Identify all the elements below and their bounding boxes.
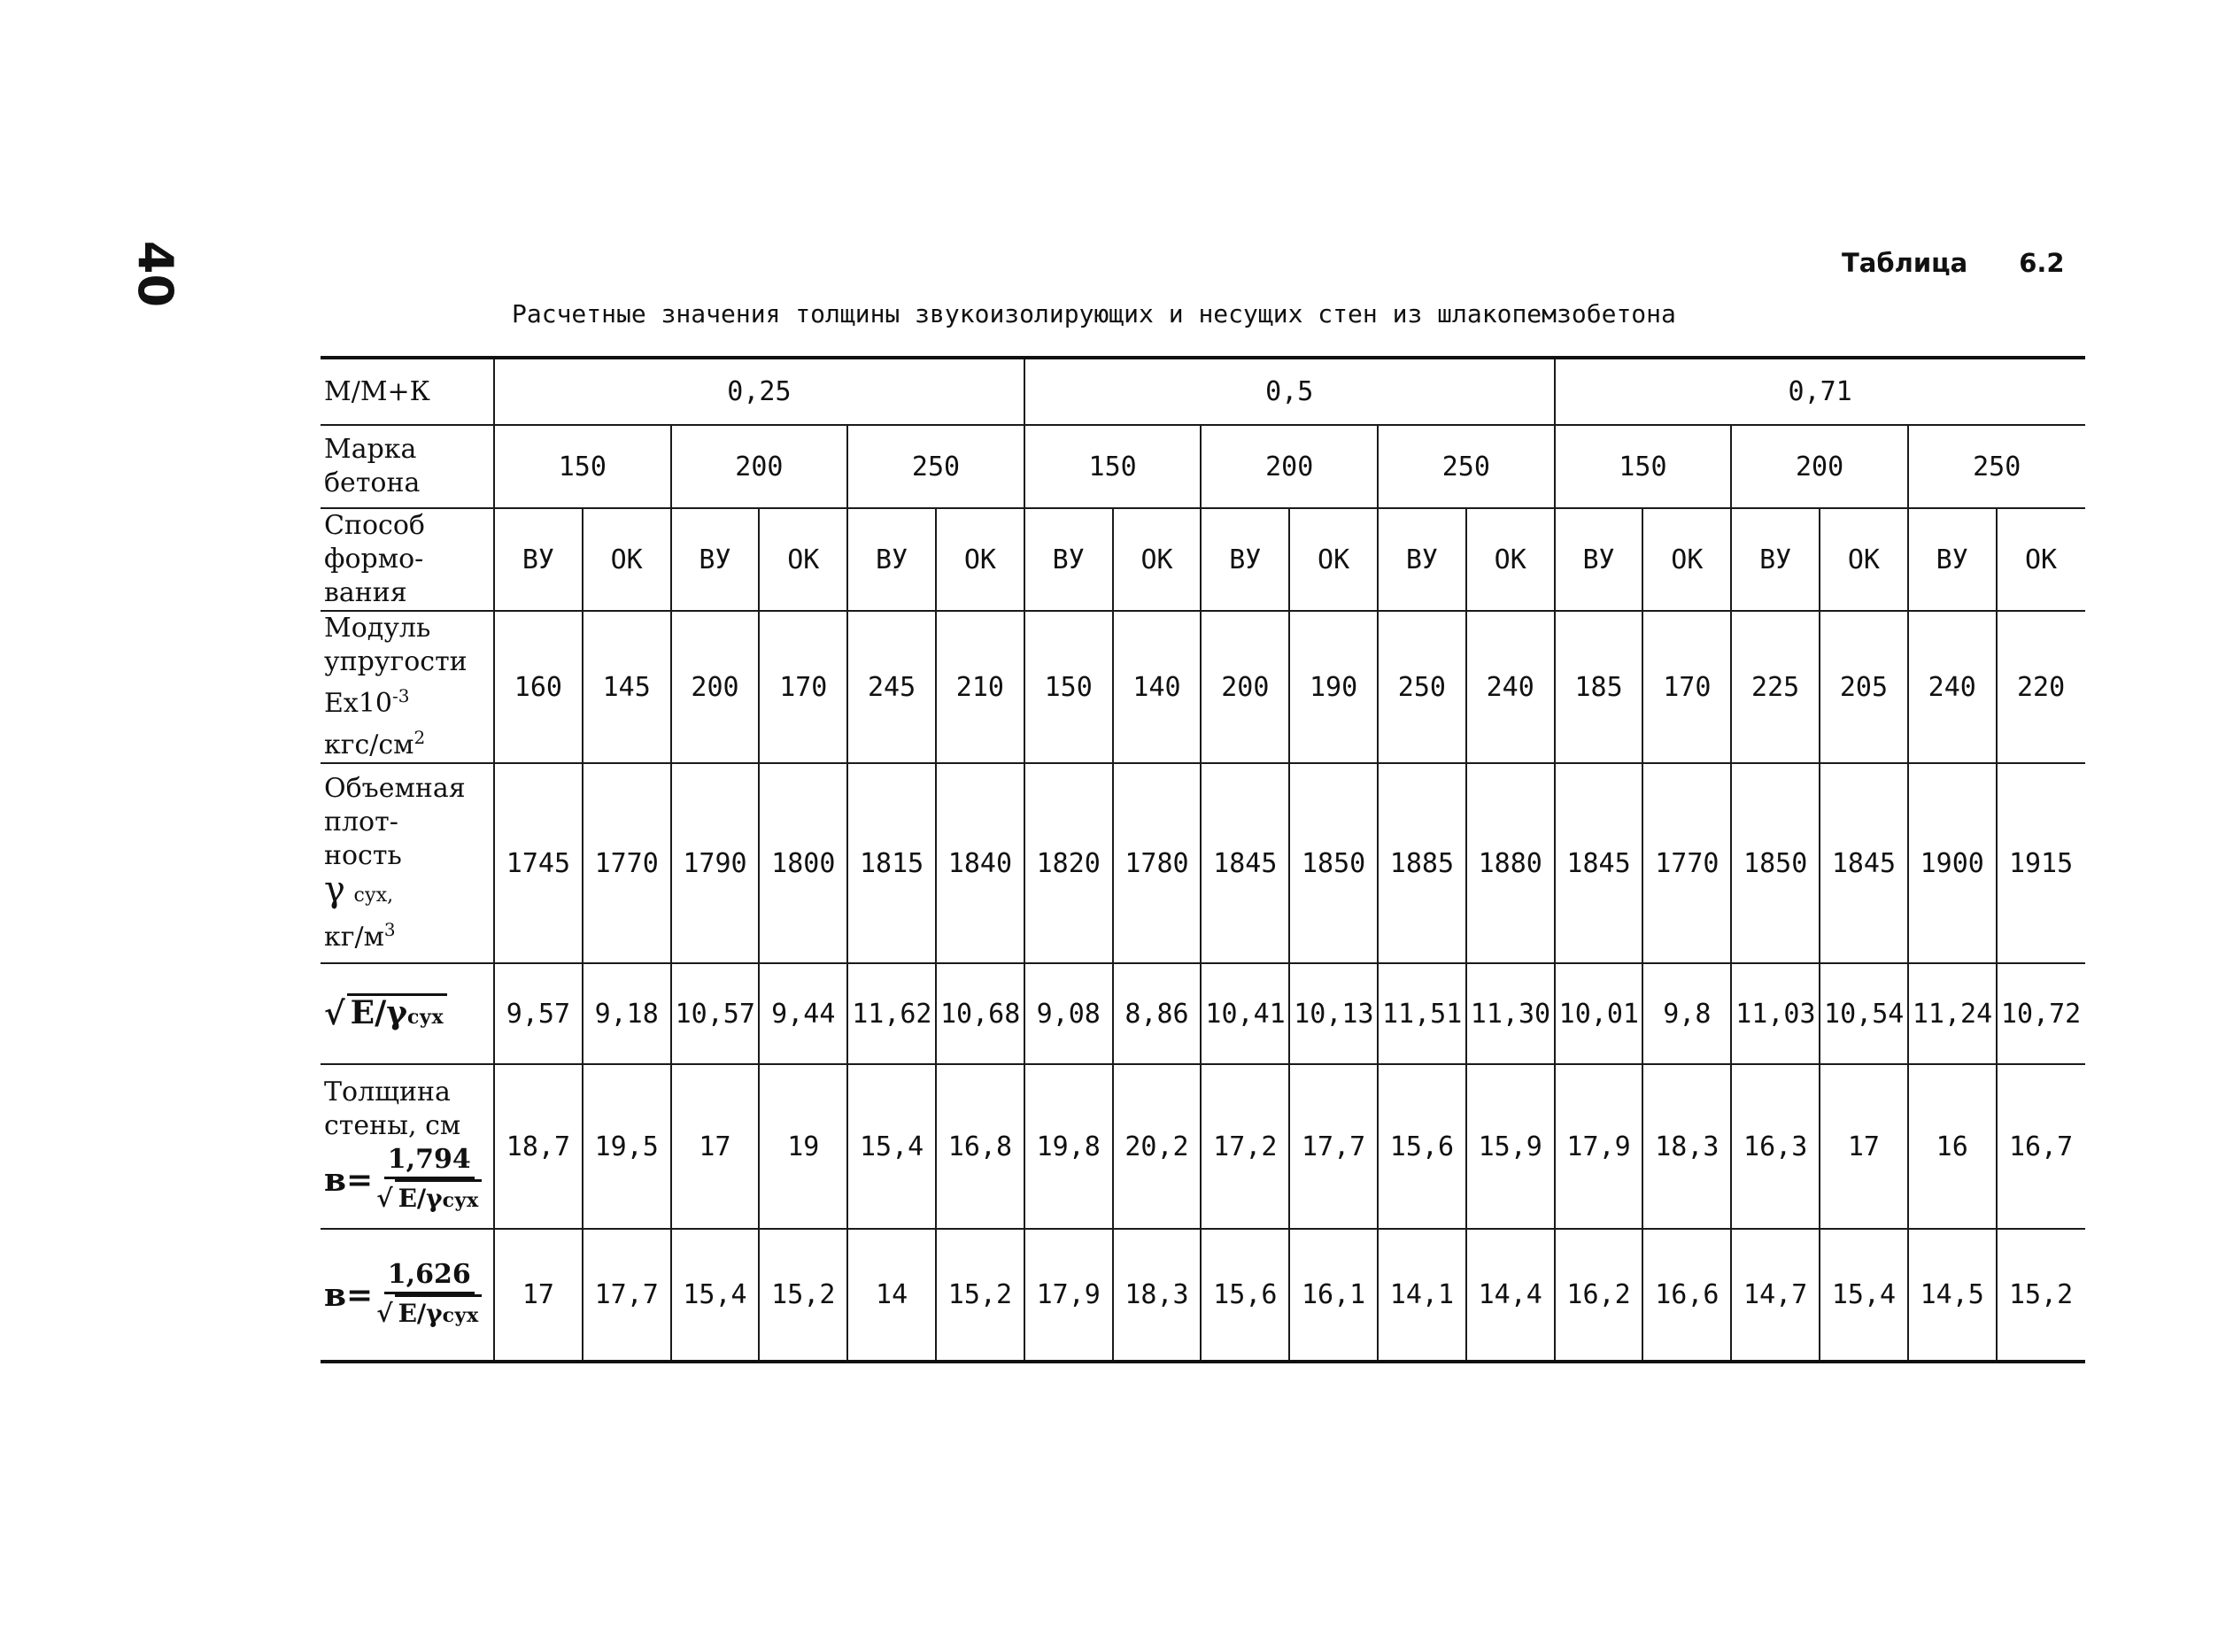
modulus-label-line: кгс/$см^2$	[324, 727, 426, 760]
method-cell: ОК	[1113, 508, 1202, 611]
density-cell: 1815	[847, 763, 936, 963]
modulus-cell: 170	[1642, 611, 1731, 763]
table-label	[1842, 248, 2065, 278]
thickness2-cell: 15,2	[1997, 1229, 2085, 1362]
sqrt-formula	[324, 993, 447, 1034]
thickness2-cell: 14,1	[1378, 1229, 1466, 1362]
thickness1-cell: 16	[1908, 1064, 1997, 1229]
sqrt-cell: 10,13	[1289, 963, 1378, 1064]
sqrt-cell: 8,86	[1113, 963, 1202, 1064]
density-cell: 1900	[1908, 763, 1997, 963]
sqrt-cell: 9,8	[1642, 963, 1731, 1064]
sqrt-cell: 11,03	[1731, 963, 1820, 1064]
thickness2-row	[321, 1229, 2085, 1362]
modulus-cell: 190	[1289, 611, 1378, 763]
thickness2-cell: 16,1	[1289, 1229, 1378, 1362]
formula-fraction	[376, 1143, 482, 1217]
ratio-cell: 0,25	[494, 358, 1024, 425]
method-cell: ОК	[936, 508, 1024, 611]
sqrt-cell: 9,18	[583, 963, 671, 1064]
sqrt-subscript: сух	[407, 1006, 444, 1029]
ratio-cell: 0,5	[1024, 358, 1555, 425]
table-number: 6.2	[2019, 248, 2065, 278]
thickness1-cell: 15,4	[847, 1064, 936, 1229]
method-cell: ВУ	[1024, 508, 1113, 611]
method-cell: ВУ	[1908, 508, 1997, 611]
modulus-unit-exponent: 2	[413, 727, 426, 748]
sqrt-cell: 11,51	[1378, 963, 1466, 1064]
method-cell: ВУ	[494, 508, 583, 611]
radical-sign-icon: √	[324, 995, 345, 1032]
density-cell: 1850	[1289, 763, 1378, 963]
radical-sign-icon: √	[376, 1184, 393, 1213]
density-cell: 1845	[1201, 763, 1289, 963]
formula-denominator: √ E/γсух	[376, 1294, 482, 1332]
thickness1-cell: 17	[1820, 1064, 1908, 1229]
grade-cell: 150	[494, 425, 671, 508]
thickness1-cell: 16,7	[1997, 1064, 2085, 1229]
density-cell: 1790	[671, 763, 760, 963]
modulus-cell: 160	[494, 611, 583, 763]
density-cell: 1745	[494, 763, 583, 963]
density-label-line: Объемная	[324, 773, 466, 804]
thickness1-cell: 19,5	[583, 1064, 671, 1229]
page-number: 40	[128, 240, 184, 308]
thickness2-cell: 16,6	[1642, 1229, 1731, 1362]
density-row	[321, 763, 2085, 963]
sqrt-cell: 10,01	[1555, 963, 1643, 1064]
density-cell: 1770	[583, 763, 671, 963]
modulus-cell: 250	[1378, 611, 1466, 763]
method-cell: ВУ	[1555, 508, 1643, 611]
sqrt-cell: 10,54	[1820, 963, 1908, 1064]
density-cell: 1850	[1731, 763, 1820, 963]
radicand: E/γсух	[347, 993, 447, 1034]
modulus-cell: 220	[1997, 611, 2085, 763]
method-label: Способ формо-вания	[321, 508, 494, 611]
thickness1-cell: 20,2	[1113, 1064, 1202, 1229]
thickness1-label	[321, 1064, 494, 1229]
formula-denominator: √ E/γсух	[376, 1179, 482, 1217]
grade-cell: 200	[671, 425, 848, 508]
thickness2-cell: 14,4	[1466, 1229, 1555, 1362]
method-cell: ОК	[759, 508, 847, 611]
density-cell: 1800	[759, 763, 847, 963]
grade-cell: 250	[1908, 425, 2085, 508]
modulus-row	[321, 611, 2085, 763]
sqrt-cell: 9,44	[759, 963, 847, 1064]
thickness2-label	[321, 1229, 494, 1362]
sqrt-cell: 10,41	[1201, 963, 1289, 1064]
thickness1-cell: 18,3	[1642, 1064, 1731, 1229]
modulus-label-line: $Ex10^{-3}$	[324, 685, 410, 719]
method-cell: ОК	[583, 508, 671, 611]
thickness-formula-2	[324, 1258, 482, 1332]
thickness2-cell: 14	[847, 1229, 936, 1362]
thickness1-cell: 19,8	[1024, 1064, 1113, 1229]
modulus-label-line: упругости	[324, 646, 468, 677]
thickness1-cell: 16,3	[1731, 1064, 1820, 1229]
sqrt-label	[321, 963, 494, 1064]
modulus-cell: 145	[583, 611, 671, 763]
density-cell: 1840	[936, 763, 1024, 963]
method-cell: ОК	[1289, 508, 1378, 611]
modulus-cell: 210	[936, 611, 1024, 763]
formula-numerator: 1,626	[384, 1258, 475, 1294]
modulus-cell: 140	[1113, 611, 1202, 763]
table-caption: Расчетные значения толщины звукоизолирующих и несущих стен из шлакопемзобетона	[512, 299, 1676, 328]
density-cell: 1780	[1113, 763, 1202, 963]
thickness-label-line: стены, см	[324, 1110, 461, 1141]
density-label	[321, 763, 494, 963]
sqrt-cell: 9,57	[494, 963, 583, 1064]
sqrt-cell: 10,57	[671, 963, 760, 1064]
modulus-cell: 150	[1024, 611, 1113, 763]
ratio-label: М/М+К	[321, 358, 494, 425]
method-cell: ВУ	[671, 508, 760, 611]
density-cell: 1915	[1997, 763, 2085, 963]
density-cell: 1770	[1642, 763, 1731, 963]
method-cell: ВУ	[847, 508, 936, 611]
density-cell: 1885	[1378, 763, 1466, 963]
ratio-row	[321, 358, 2085, 425]
density-cell: 1845	[1555, 763, 1643, 963]
density-label-line: ность	[324, 840, 402, 871]
modulus-cell: 225	[1731, 611, 1820, 763]
modulus-cell: 200	[1201, 611, 1289, 763]
ratio-cell: 0,71	[1555, 358, 2085, 425]
density-cell: 1845	[1820, 763, 1908, 963]
density-unit-exponent: 3	[383, 919, 396, 940]
method-cell: ВУ	[1731, 508, 1820, 611]
thickness1-cell: 17,7	[1289, 1064, 1378, 1229]
formula-numerator: 1,794	[384, 1143, 475, 1179]
modulus-label	[321, 611, 494, 763]
method-cell: ОК	[1642, 508, 1731, 611]
thickness2-cell: 15,2	[936, 1229, 1024, 1362]
formula-fraction	[376, 1258, 482, 1332]
sqrt-row	[321, 963, 2085, 1064]
thickness1-cell: 15,6	[1378, 1064, 1466, 1229]
density-label-line	[324, 869, 490, 913]
thickness2-cell: 15,4	[671, 1229, 760, 1362]
grade-cell: 150	[1024, 425, 1202, 508]
thickness2-cell: 15,2	[759, 1229, 847, 1362]
thickness2-cell: 17,7	[583, 1229, 671, 1362]
thickness-formula-1	[324, 1143, 482, 1217]
modulus-cell: 205	[1820, 611, 1908, 763]
method-row	[321, 508, 2085, 611]
method-cell: ВУ	[1378, 508, 1466, 611]
grade-cell: 250	[847, 425, 1024, 508]
grade-cell: 200	[1731, 425, 1908, 508]
method-cell: ОК	[1997, 508, 2085, 611]
formula-prefix: в=	[324, 1276, 374, 1314]
table-label-word: Таблица	[1842, 248, 1968, 278]
density-label-line: $кг/м^3$	[324, 919, 396, 953]
sqrt-cell: 11,62	[847, 963, 936, 1064]
modulus-label-line: Модуль	[324, 613, 431, 644]
thickness2-cell: 17,9	[1024, 1229, 1113, 1362]
density-cell: 1820	[1024, 763, 1113, 963]
sqrt-cell: 9,08	[1024, 963, 1113, 1064]
method-cell: ОК	[1466, 508, 1555, 611]
modulus-exponent: -3	[392, 685, 410, 706]
thickness2-cell: 16,2	[1555, 1229, 1643, 1362]
gamma-symbol: γ	[324, 869, 345, 910]
modulus-cell: 200	[671, 611, 760, 763]
thickness1-cell: 18,7	[494, 1064, 583, 1229]
thickness2-cell: 17	[494, 1229, 583, 1362]
method-cell: ВУ	[1201, 508, 1289, 611]
grade-cell: 200	[1201, 425, 1378, 508]
thickness1-cell: 17	[671, 1064, 760, 1229]
thickness2-cell: 14,7	[1731, 1229, 1820, 1362]
thickness1-row	[321, 1064, 2085, 1229]
radical-sign-icon: √	[376, 1298, 393, 1328]
modulus-cell: 240	[1466, 611, 1555, 763]
thickness2-cell: 15,6	[1201, 1229, 1289, 1362]
grade-label: Марка бетона	[321, 425, 494, 508]
thickness-label-line: Толщина	[324, 1077, 451, 1108]
thickness2-cell: 14,5	[1908, 1229, 1997, 1362]
modulus-cell: 245	[847, 611, 936, 763]
modulus-cell: 240	[1908, 611, 1997, 763]
thickness1-cell: 17,9	[1555, 1064, 1643, 1229]
thickness1-cell: 16,8	[936, 1064, 1024, 1229]
sqrt-cell: 10,68	[936, 963, 1024, 1064]
gamma-subscript: сух,	[353, 884, 394, 907]
wall-thickness-table	[321, 356, 2085, 1363]
grade-cell: 250	[1378, 425, 1555, 508]
grade-row	[321, 425, 2085, 508]
thickness1-cell: 19	[759, 1064, 847, 1229]
modulus-cell: 170	[759, 611, 847, 763]
sqrt-cell: 11,24	[1908, 963, 1997, 1064]
density-label-line: плот-	[324, 807, 398, 838]
formula-prefix: в=	[324, 1162, 374, 1199]
sqrt-cell: 10,72	[1997, 963, 2085, 1064]
sqrt-cell: 11,30	[1466, 963, 1555, 1064]
thickness1-cell: 15,9	[1466, 1064, 1555, 1229]
grade-cell: 150	[1555, 425, 1732, 508]
thickness2-cell: 18,3	[1113, 1229, 1202, 1362]
density-cell: 1880	[1466, 763, 1555, 963]
thickness2-cell: 15,4	[1820, 1229, 1908, 1362]
modulus-cell: 185	[1555, 611, 1643, 763]
thickness1-cell: 17,2	[1201, 1064, 1289, 1229]
method-cell: ОК	[1820, 508, 1908, 611]
